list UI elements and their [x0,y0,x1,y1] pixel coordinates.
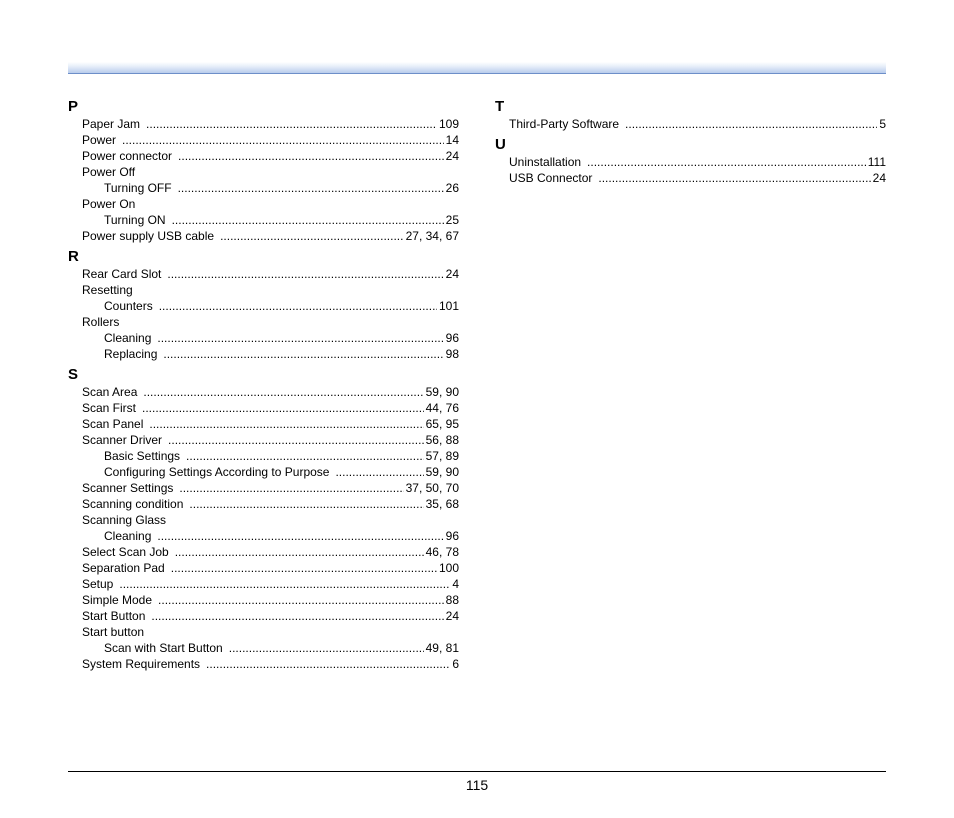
index-entry[interactable] [495,154,886,170]
entry-term: Scan Area [82,385,138,399]
entry-term: Rollers [82,315,120,329]
index-column-left [68,98,459,672]
entry-pages[interactable]: 88 [445,593,459,607]
index-entry[interactable] [68,576,459,592]
index-entry[interactable] [68,180,459,196]
dot-leader [163,346,443,362]
dot-leader [175,544,424,560]
index-entry[interactable] [68,640,459,656]
index-entry[interactable] [495,170,886,186]
dot-leader [587,154,866,170]
entry-term: USB Connector [509,171,593,185]
dot-leader [598,170,870,186]
index-entry[interactable] [495,116,886,132]
index-section-p [68,98,459,244]
entry-pages[interactable]: 26 [445,181,459,195]
entry-pages[interactable]: 59, 90 [425,385,459,399]
section-letter: T [495,98,505,115]
index-entry[interactable] [68,432,459,448]
dot-leader [178,148,444,164]
section-letter: S [68,366,79,383]
entry-term: Simple Mode [82,593,153,607]
index-entry [68,314,459,330]
dot-leader [157,528,443,544]
index-entry[interactable] [68,496,459,512]
entry-pages[interactable]: 46, 78 [425,545,459,559]
entry-pages[interactable]: 35, 68 [425,497,459,511]
section-letter: U [495,136,506,153]
dot-leader [186,448,424,464]
entry-pages[interactable]: 49, 81 [425,641,459,655]
entry-term: Power supply USB cable [82,229,215,243]
index-entry [68,164,459,180]
entry-pages[interactable]: 65, 95 [425,417,459,431]
entry-term: Replacing [104,347,158,361]
index-entry[interactable] [68,544,459,560]
entry-term: Counters [104,299,153,313]
entry-term: Scan First [82,401,137,415]
dot-leader [157,330,443,346]
index-column-right [495,98,886,186]
entry-term: Power connector [82,149,173,163]
entry-pages[interactable]: 111 [867,155,886,169]
entry-pages[interactable]: 24 [872,171,886,185]
entry-term: Resetting [82,283,133,297]
entry-term: Cleaning [104,529,152,543]
dot-leader [172,212,444,228]
entry-term: Configuring Settings According to Purpose [104,465,330,479]
entry-term: Scanning condition [82,497,184,511]
entry-term: Select Scan Job [82,545,169,559]
index-section-u [495,136,886,186]
index-entry[interactable] [68,132,459,148]
index-entry[interactable] [68,608,459,624]
entry-term: Cleaning [104,331,152,345]
entry-pages[interactable]: 24 [445,267,459,281]
index-entry[interactable] [68,416,459,432]
index-entry[interactable] [68,448,459,464]
entry-term: Third-Party Software [509,117,620,131]
dot-leader [119,576,450,592]
entry-term: Scan with Start Button [104,641,223,655]
entry-pages[interactable]: 100 [438,561,459,575]
entry-term: Separation Pad [82,561,165,575]
dot-leader [142,400,424,416]
index-entry[interactable] [68,228,459,244]
dot-leader [625,116,877,132]
index-entry [68,196,459,212]
entry-pages[interactable]: 37, 50, 70 [405,481,459,495]
index-entry[interactable] [68,384,459,400]
entry-term: Start Button [82,609,146,623]
entry-pages[interactable]: 5 [879,117,886,131]
index-entry[interactable] [68,266,459,282]
entry-term: Start button [82,625,145,639]
index-entry [68,512,459,528]
dot-leader [171,560,437,576]
entry-term: Power [82,133,117,147]
entry-term: Scanning Glass [82,513,167,527]
entry-pages[interactable]: 98 [445,347,459,361]
index-entry [68,282,459,298]
entry-pages[interactable]: 57, 89 [425,449,459,463]
entry-pages[interactable]: 101 [438,299,459,313]
entry-term: Uninstallation [509,155,582,169]
index-entry[interactable] [68,148,459,164]
dot-leader [179,480,403,496]
section-letter: R [68,248,79,265]
entry-term: Power On [82,197,136,211]
dot-leader [168,432,424,448]
entry-pages[interactable]: 4 [452,577,459,591]
index-entry[interactable] [68,560,459,576]
index-entry[interactable] [68,592,459,608]
entry-pages[interactable]: 59, 90 [425,465,459,479]
entry-term: Scanner Settings [82,481,174,495]
index-entry[interactable] [68,116,459,132]
entry-term: Setup [82,577,114,591]
dot-leader [122,132,444,148]
footer-rule [68,771,886,772]
index-entry[interactable] [68,528,459,544]
index-section-s [68,366,459,672]
dot-leader [178,180,444,196]
dot-leader [146,116,437,132]
entry-term: Power Off [82,165,136,179]
header-rule [68,62,886,74]
entry-pages[interactable]: 96 [445,529,459,543]
entry-pages[interactable]: 56, 88 [425,433,459,447]
entry-term: Scan Panel [82,417,144,431]
entry-term: Turning ON [104,213,166,227]
entry-term: Paper Jam [82,117,141,131]
index-section-r [68,248,459,362]
dot-leader [151,608,443,624]
index-entry [68,624,459,640]
index-entry[interactable] [68,656,459,672]
dot-leader [149,416,423,432]
index-entry[interactable] [68,330,459,346]
index-entry[interactable] [68,298,459,314]
entry-pages[interactable]: 24 [445,609,459,623]
entry-pages[interactable]: 6 [452,657,459,671]
entry-pages[interactable]: 27, 34, 67 [405,229,459,243]
index-section-t [495,98,886,132]
dot-leader [220,228,404,244]
index-entry[interactable] [68,480,459,496]
index-entry[interactable] [68,346,459,362]
page-number: 115 [465,777,489,793]
entry-pages[interactable]: 14 [445,133,459,147]
entry-pages[interactable]: 25 [445,213,459,227]
dot-leader [189,496,423,512]
dot-leader [143,384,423,400]
dot-leader [159,298,437,314]
entry-pages[interactable]: 44, 76 [425,401,459,415]
entry-term: System Requirements [82,657,201,671]
entry-term: Scanner Driver [82,433,163,447]
index-entry[interactable] [68,212,459,228]
dot-leader [158,592,444,608]
index-entry[interactable] [68,400,459,416]
entry-pages[interactable]: 96 [445,331,459,345]
index-entry[interactable] [68,464,459,480]
dot-leader [167,266,443,282]
entry-term: Basic Settings [104,449,181,463]
entry-term: Turning OFF [104,181,172,195]
entry-pages[interactable]: 24 [445,149,459,163]
entry-term: Rear Card Slot [82,267,162,281]
section-letter: P [68,98,79,115]
dot-leader [335,464,423,480]
dot-leader [229,640,424,656]
dot-leader [206,656,450,672]
entry-pages[interactable]: 109 [438,117,459,131]
